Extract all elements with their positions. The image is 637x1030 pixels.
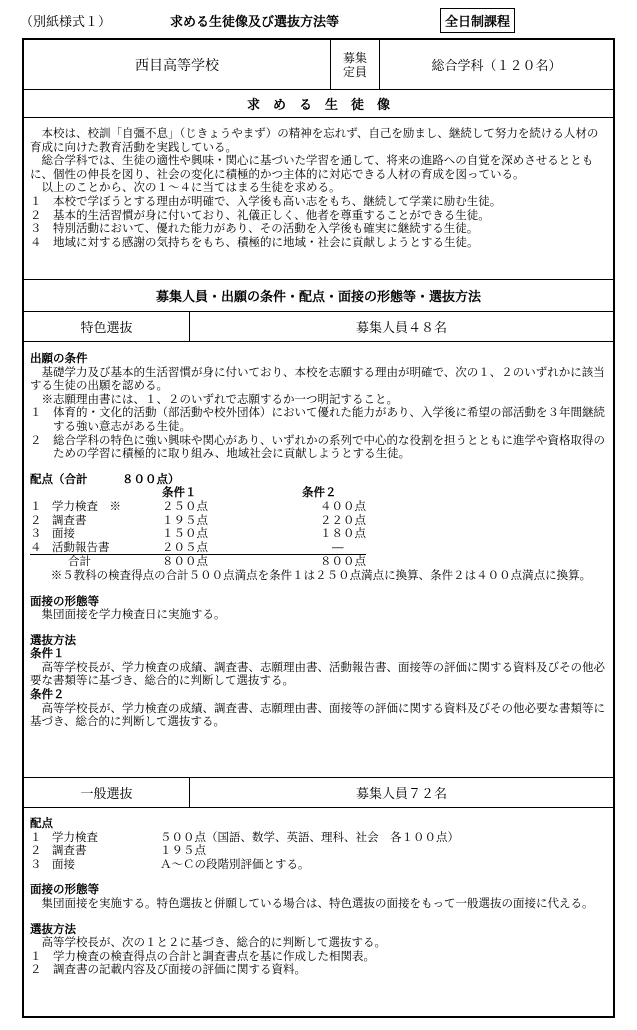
general-header-row [24, 778, 613, 808]
ideal-body [30, 127, 607, 249]
row-no: ４ [30, 541, 52, 555]
ideal-paragraph-2: 総合学科では、生徒の適性や興味・関心に基づいた学習を通して、将来の進路への自覚を深めさせるとともに、個性の伸長を図り、社会の変化に積極的かつ主体的に対応できる人材の育成を図っている。 [30, 153, 594, 181]
ideal-item: １ 本校で学ぼうとする理由が明確で、入学後も高い志をもち、継続して学業に励む生徒。 [30, 193, 502, 208]
special-count: 募集人員４８名 [189, 312, 613, 341]
table-row [30, 541, 366, 555]
interview-heading: 面接の形態等 [30, 593, 99, 608]
capacity-label: 募集定員 [330, 40, 379, 89]
row-no: ３ [30, 856, 42, 871]
general-interview-heading: 面接の形態等 [30, 882, 99, 897]
row-name: 学力検査 ※ [52, 498, 121, 513]
score-table [30, 486, 366, 569]
general-label: 一般選抜 [80, 787, 133, 802]
row-value: １９５点 [160, 843, 206, 858]
total-c2: ８００点 [320, 554, 366, 569]
special-body [30, 352, 607, 729]
general-count: 募集人員７２名 [189, 778, 613, 807]
ideal-heading: 求 め る 生 徒 像 [246, 98, 390, 113]
row-no: ２ [30, 512, 42, 527]
general-score-heading: 配点 [30, 816, 53, 830]
general-method-item: １ 学力検査の検査得点の合計と調査書点を基に作成した相関表。 [30, 948, 375, 963]
condition-item: ２ 総合学科の特色に強い興味や関心があり、いずれかの系列で中心的な役割を担うとともに進学や資格取得のための学習に積極的に取り組み、地域社会に貢献しようとする生徒。 [30, 432, 605, 461]
school-row [24, 40, 613, 90]
row-c2: ２２０点 [320, 512, 366, 527]
score-note: ※５教科の検査得点の合計５００点満点を条件１は２５０点満点に換算、条件２は４００点満点に換算。 [50, 567, 592, 582]
special-section [24, 342, 613, 778]
row-no: １ [30, 829, 42, 844]
row-name: 面接 [52, 526, 75, 541]
course-badge: 全日制課程 [440, 8, 515, 33]
conditions-heading: 出願の条件 [30, 351, 88, 365]
method-1-heading: 条件１ [30, 646, 65, 661]
row-no: ２ [30, 843, 42, 858]
special-header-row [24, 312, 613, 342]
page-header [20, 8, 620, 32]
conditions-paragraph: 基礎学力及び基本的生活習慣が身に付いており、本校を志願する理由が明確で、次の１、２のいずれかに該当する生徒の出願を認める。 [30, 364, 605, 393]
ideal-paragraph-1: 本校は、校訓「自彊不息」（じきょうやまず）の精神を忘れず、自己を励まし、継続して努力を続ける人材の育成に向けた教育活動を実践している。 [30, 126, 599, 154]
table-row [30, 858, 459, 872]
general-body [30, 817, 607, 977]
row-c2: ― [302, 541, 366, 555]
page-title: 求める生徒像及び選抜方法等 [170, 15, 340, 30]
general-score-table [30, 831, 459, 872]
course-capacity: 総合学科（１２０名） [379, 40, 613, 89]
row-c2: １８０点 [320, 526, 366, 541]
document-frame [22, 38, 615, 1018]
total-label: 合計 [68, 554, 91, 569]
recruit-heading-row [24, 280, 613, 312]
row-name: 学力検査 [52, 829, 98, 844]
school-name: 西目高等学校 [135, 57, 219, 74]
table-row-total [30, 555, 366, 569]
recruit-heading: 募集人員・出願の条件・配点・面接の形態等・選抜方法 [155, 290, 481, 305]
table-row [30, 527, 366, 541]
method-2-paragraph: 高等学校長が、学力検査の成績、調査書、志願理由書、面接等の評価に関する資料及びその他必要な書類等に基づき、総合的に判断して選抜する。 [30, 700, 605, 729]
method-2-heading: 条件２ [30, 687, 65, 702]
row-c1: ２５０点 [162, 498, 208, 513]
row-name: 調査書 [52, 843, 87, 858]
score-col-2: 条件２ [302, 485, 337, 500]
table-row [30, 831, 459, 845]
ideal-section [24, 118, 613, 280]
interview-paragraph: 集団面接を学力検査日に実施する。 [41, 607, 226, 622]
score-col-1: 条件１ [162, 485, 197, 500]
general-section [24, 808, 613, 1016]
row-name: 調査書 [52, 512, 87, 527]
row-value: ５００点（国語、数学、英語、理科、社会 各１００点） [160, 829, 459, 844]
special-label: 特色選抜 [80, 321, 133, 336]
general-interview-paragraph: 集団面接を実施する。特色選抜と併願している場合は、特色選抜の面接をもって一般選抜の面接に代える。 [41, 895, 594, 910]
row-c1: ２０５点 [162, 541, 302, 555]
score-heading: 配点（合計 ８００点） [30, 471, 180, 486]
ideal-item: ２ 基本的生活習慣が身に付いており、礼儀正しく、他者を尊重することができる生徒。 [30, 207, 490, 222]
conditions-note: ※志願理由書には、１、２のいずれで志願するか一つ明記すること。 [41, 391, 398, 406]
general-method-paragraph: 高等学校長が、次の１と２に基づき、総合的に判断して選抜する。 [41, 935, 387, 950]
row-c2: ４００点 [320, 498, 366, 513]
row-name: 活動報告書 [52, 541, 162, 555]
table-row [30, 844, 459, 858]
ideal-item: ４ 地域に対する感謝の気持ちをもち、積極的に地域・社会に貢献しようとする生徒。 [30, 234, 479, 249]
form-label: （別紙様式１） [20, 15, 112, 30]
total-c1: ８００点 [162, 554, 208, 569]
ideal-item: ３ 特別活動において、優れた能力があり、その活動を入学後も確実に継続する生徒。 [30, 221, 479, 236]
method-heading: 選抜方法 [30, 632, 76, 647]
table-row [30, 514, 366, 528]
general-method-item: ２ 調査書の記載内容及び面接の評価に関する資料。 [30, 962, 306, 977]
general-method-heading: 選抜方法 [30, 921, 76, 936]
ideal-paragraph-3: 以上のことから、次の１～４に当てはまる生徒を求める。 [41, 180, 341, 195]
table-row [30, 500, 366, 514]
row-value: Ａ～Ｃの段階別評価とする。 [160, 856, 310, 871]
row-c1: １５０点 [162, 526, 208, 541]
row-no: ３ [30, 526, 42, 541]
row-name: 面接 [52, 856, 75, 871]
row-c1: １９５点 [162, 512, 208, 527]
ideal-heading-row [24, 90, 613, 118]
method-1-paragraph: 高等学校長が、学力検査の成績、調査書、志願理由書、活動報告書、面接等の評価に関する資料及びその他必要な書類等に基づき、総合的に判断して選抜する。 [30, 659, 605, 688]
condition-item: １ 体育的・文化的活動（部活動や校外団体）において優れた能力があり、入学後に希望の部活動を３年間継続する強い意志がある生徒。 [30, 405, 605, 433]
row-no: １ [30, 498, 42, 513]
